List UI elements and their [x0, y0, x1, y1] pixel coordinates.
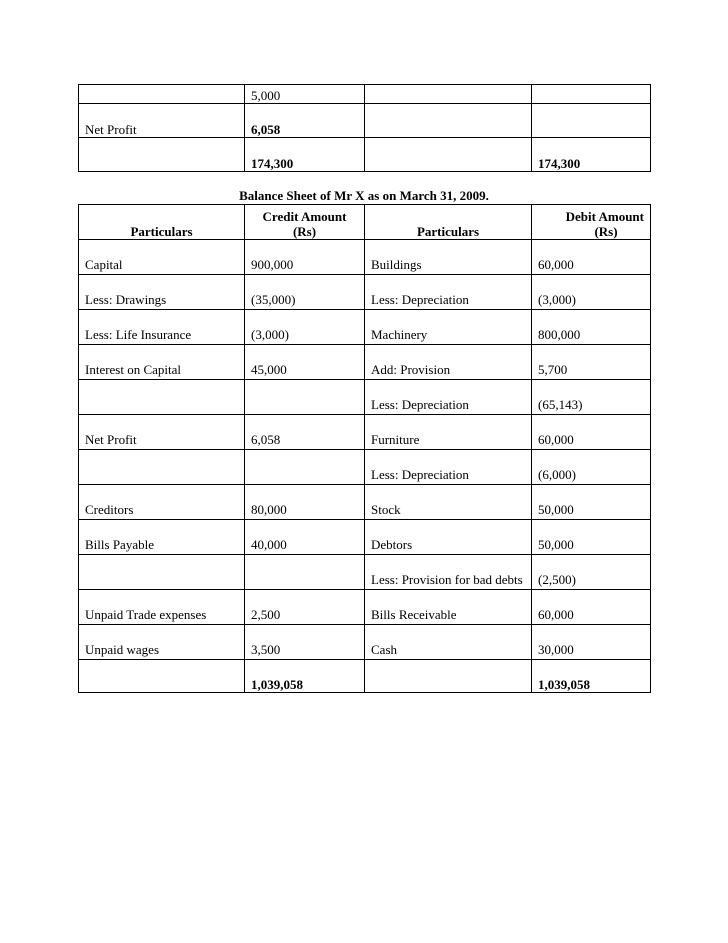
debit-amount-cell: 60,000: [532, 590, 651, 625]
credit-amount-cell: (3,000): [245, 310, 365, 345]
left-particulars-cell: Unpaid wages: [79, 625, 245, 660]
balance-sheet-title: Balance Sheet of Mr X as on March 31, 2009.: [239, 188, 489, 203]
particulars-cell: [365, 104, 532, 138]
debit-amount-cell: (3,000): [532, 275, 651, 310]
table-row: [79, 590, 651, 625]
table-row: [79, 275, 651, 310]
left-particulars-cell: [79, 450, 245, 485]
credit-amount-cell: 900,000: [245, 240, 365, 275]
table-row: [79, 345, 651, 380]
credit-amount-cell: [245, 450, 365, 485]
left-particulars-cell: Bills Payable: [79, 520, 245, 555]
amount-cell: 5,000: [245, 85, 365, 104]
table-row: [79, 450, 651, 485]
debit-amount-cell: (2,500): [532, 555, 651, 590]
left-particulars-cell: Less: Drawings: [79, 275, 245, 310]
credit-amount-cell: 40,000: [245, 520, 365, 555]
right-particulars-cell: Cash: [365, 625, 532, 660]
amount-cell: [532, 104, 651, 138]
credit-amount-cell: 2,500: [245, 590, 365, 625]
left-particulars-cell: Creditors: [79, 485, 245, 520]
left-particulars-cell: Net Profit: [79, 415, 245, 450]
left-particulars-cell: Interest on Capital: [79, 345, 245, 380]
particulars-cell: [365, 660, 532, 693]
left-particulars-cell: Capital: [79, 240, 245, 275]
particulars-cell: [365, 138, 532, 172]
debit-amount-cell: 60,000: [532, 240, 651, 275]
right-particulars-cell: Add: Provision: [365, 345, 532, 380]
total-left-amount: 174,300: [245, 138, 365, 172]
right-particulars-cell: Less: Depreciation: [365, 380, 532, 415]
debit-amount-cell: 50,000: [532, 485, 651, 520]
right-particulars-cell: Stock: [365, 485, 532, 520]
right-particulars-cell: Less: Depreciation: [365, 450, 532, 485]
debit-amount-cell: 800,000: [532, 310, 651, 345]
balance-sheet-body: [79, 240, 651, 660]
credit-amount-unit: (Rs): [292, 224, 317, 239]
header-particulars-right: Particulars: [365, 205, 532, 240]
total-credit-amount: 1,039,058: [245, 660, 365, 693]
total-row: [79, 138, 651, 172]
debit-amount-cell: (65,143): [532, 380, 651, 415]
profit-loss-continuation-table: [78, 84, 651, 172]
table-row: [79, 520, 651, 555]
right-particulars-cell: Furniture: [365, 415, 532, 450]
left-particulars-cell: Less: Life Insurance: [79, 310, 245, 345]
header-row: [79, 205, 651, 240]
credit-amount-cell: (35,000): [245, 275, 365, 310]
table-row: [79, 310, 651, 345]
table-row: [79, 555, 651, 590]
debit-amount-cell: (6,000): [532, 450, 651, 485]
total-right-amount: 174,300: [532, 138, 651, 172]
credit-amount-cell: 45,000: [245, 345, 365, 380]
debit-amount-cell: 60,000: [532, 415, 651, 450]
table-row: [79, 380, 651, 415]
table-row: [79, 415, 651, 450]
left-particulars-cell: [79, 380, 245, 415]
particulars-cell: [79, 85, 245, 104]
right-particulars-cell: Buildings: [365, 240, 532, 275]
credit-amount-cell: 6,058: [245, 415, 365, 450]
right-particulars-cell: Bills Receivable: [365, 590, 532, 625]
table-row: [79, 240, 651, 275]
right-particulars-cell: Less: Provision for bad debts: [365, 555, 532, 590]
particulars-cell: Net Profit: [79, 104, 245, 138]
debit-amount-cell: 5,700: [532, 345, 651, 380]
debit-amount-cell: 50,000: [532, 520, 651, 555]
header-particulars-left: Particulars: [79, 205, 245, 240]
right-particulars-cell: Less: Depreciation: [365, 275, 532, 310]
credit-amount-cell: [245, 555, 365, 590]
total-debit-amount: 1,039,058: [532, 660, 651, 693]
table-row: [79, 85, 651, 104]
credit-amount-cell: 80,000: [245, 485, 365, 520]
left-particulars-cell: [79, 555, 245, 590]
credit-amount-cell: [245, 380, 365, 415]
header-debit-amount: [532, 205, 651, 240]
amount-cell: [532, 85, 651, 104]
particulars-cell: [79, 138, 245, 172]
debit-amount-cell: 30,000: [532, 625, 651, 660]
table-row: [79, 104, 651, 138]
balance-sheet-table: [78, 204, 651, 693]
total-row: [79, 660, 651, 693]
table-row: [79, 485, 651, 520]
credit-amount-cell: 3,500: [245, 625, 365, 660]
debit-amount-unit: (Rs): [594, 224, 618, 239]
header-credit-amount: [245, 205, 365, 240]
particulars-cell: [79, 660, 245, 693]
credit-amount-label: Credit Amount: [262, 209, 347, 224]
particulars-cell: [365, 85, 532, 104]
right-particulars-cell: Machinery: [365, 310, 532, 345]
left-particulars-cell: Unpaid Trade expenses: [79, 590, 245, 625]
debit-amount-label: Debit Amount: [565, 209, 644, 224]
table-row: [79, 625, 651, 660]
net-profit-amount: 6,058: [245, 104, 365, 138]
right-particulars-cell: Debtors: [365, 520, 532, 555]
